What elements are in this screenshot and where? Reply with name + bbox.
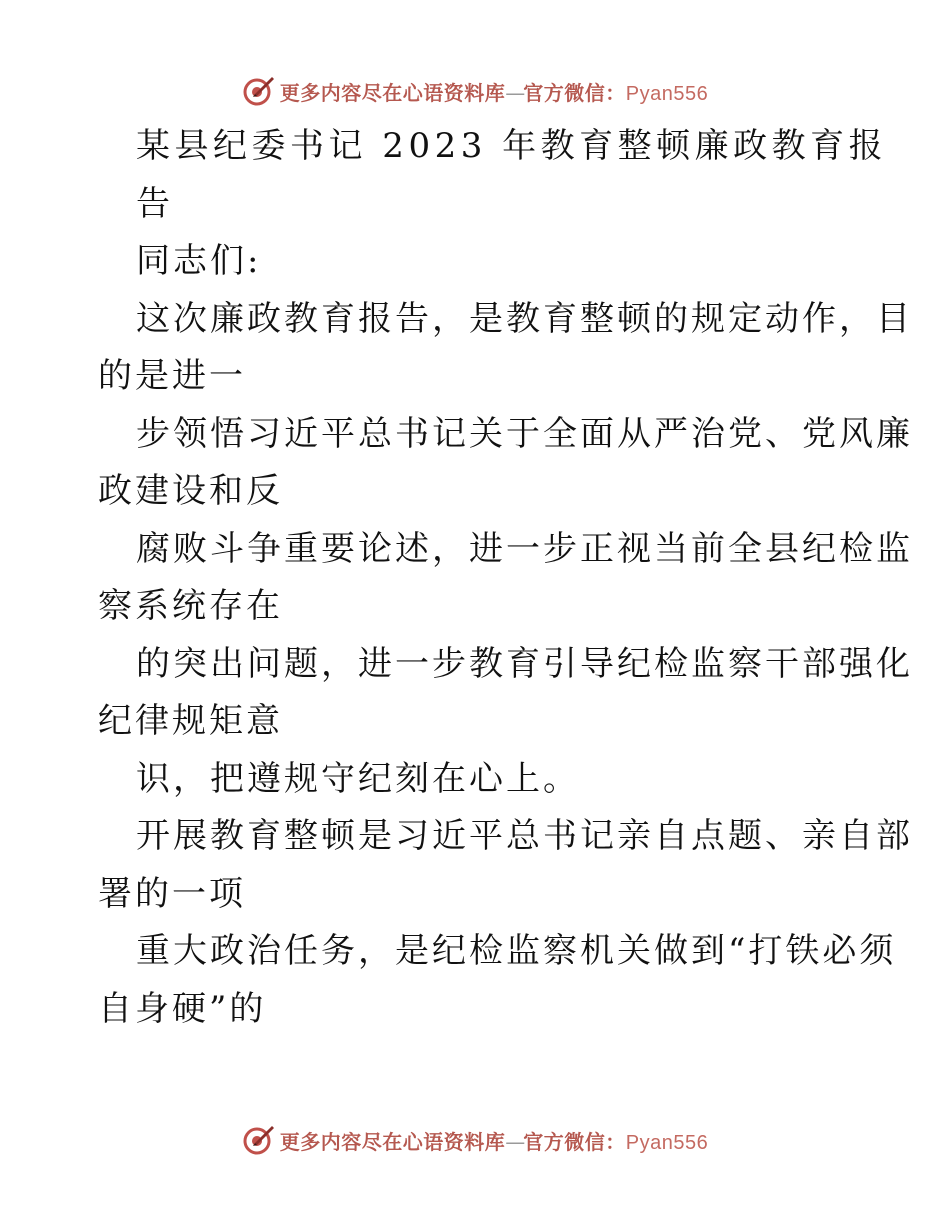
paragraph-line: 政建设和反 [98, 471, 283, 511]
paragraph-line: 的突出问题，进一步教育引导纪检监察干部强化 [136, 643, 913, 684]
header-dash: — [505, 80, 524, 105]
paragraph-line: 察系统存在 [98, 586, 283, 626]
paragraph-line: 重大政治任务，是纪检监察机关做到“打铁必须 [136, 931, 897, 971]
paragraph-line: 署的一项 [98, 873, 246, 914]
document-title-line-2: 告 [136, 183, 173, 224]
greeting: 同志们: [136, 241, 262, 281]
header-banner [0, 71, 950, 111]
pen-logo-icon [242, 1123, 276, 1157]
paragraph-line: 腐败斗争重要论述，进一步正视当前全县纪检监 [136, 528, 913, 569]
paragraph-line: 自身硬”的 [98, 988, 267, 1029]
document-title-line-1: 某县纪委书记 2023 年教育整顿廉政教育报 [136, 126, 888, 166]
footer-dash: — [505, 1129, 524, 1154]
footer-banner-text [280, 1126, 708, 1155]
document-body [98, 118, 913, 1038]
paragraph-line: 识，把遵规守纪刻在心上。 [136, 758, 580, 799]
footer-wechat-id: Pyan556 [625, 1131, 709, 1154]
paragraph-line: 这次廉政教育报告，是教育整顿的规定动作，目 [136, 298, 913, 339]
paragraph-line: 纪律规矩意 [98, 701, 283, 741]
header-library-text: 更多内容尽在心语资料库 [279, 80, 506, 105]
paragraph-line: 步领悟习近平总书记关于全面从严治党、党风廉 [136, 413, 913, 454]
footer-wechat-label: 官方微信： [523, 1129, 626, 1154]
header-banner-text [280, 77, 708, 106]
footer-banner [0, 1120, 950, 1160]
footer-library-text: 更多内容尽在心语资料库 [279, 1129, 506, 1154]
pen-logo-icon [242, 74, 276, 108]
header-wechat-id: Pyan556 [625, 82, 709, 105]
header-wechat-label: 官方微信： [523, 80, 626, 105]
paragraph-line: 开展教育整顿是习近平总书记亲自点题、亲自部 [136, 816, 913, 856]
paragraph-line: 的是进一 [98, 356, 246, 396]
